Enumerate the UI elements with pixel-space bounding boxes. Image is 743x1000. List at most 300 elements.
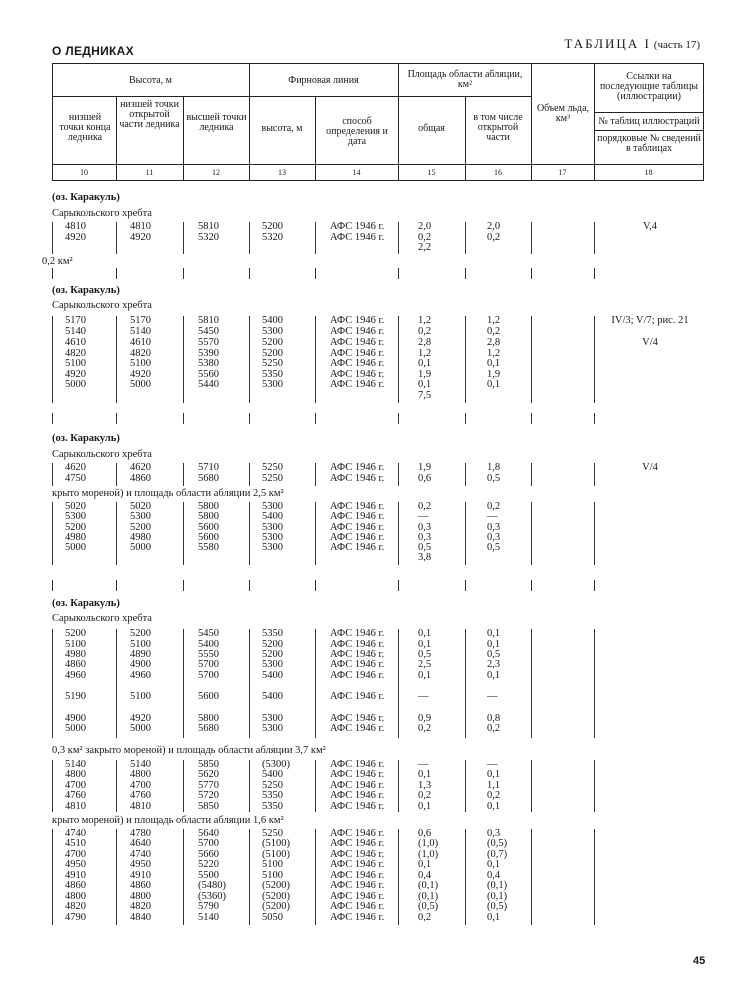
cell-c15: —	[418, 759, 429, 770]
cell-c11: 4920	[130, 369, 151, 380]
cell-c15: 0,1	[418, 628, 432, 639]
cell-c13: 5250	[262, 358, 283, 369]
cell-c15: 1,9	[418, 462, 432, 473]
cell-c16: 0,1	[487, 379, 501, 390]
cell-c14: АФС 1946 г.	[330, 759, 385, 770]
cell-c11: 4620	[130, 462, 151, 473]
table-row	[0, 233, 743, 244]
cell-c16: —	[487, 691, 498, 702]
table-row	[0, 881, 743, 892]
table-row	[0, 902, 743, 913]
cell-c12: 5720	[198, 790, 219, 801]
cell-c11: 5170	[130, 315, 151, 326]
cell-c14: АФС 1946 г.	[330, 780, 385, 791]
cell-c11: 5200	[130, 522, 151, 533]
section-caption: Сарыкольского хребта	[52, 208, 152, 219]
cell-c18: V,4	[642, 221, 658, 232]
cell-c15: 0,3	[418, 532, 432, 543]
cell-c16: 0,1	[487, 912, 501, 923]
cell-c13: 5250	[262, 828, 283, 839]
header-col-12: высшей точки ледника	[186, 112, 247, 133]
section-caption: (оз. Каракуль)	[52, 598, 120, 609]
cell-c16: 0,2	[487, 723, 501, 734]
table-row	[0, 671, 743, 682]
table-row	[0, 692, 743, 703]
cell-c12: 5600	[198, 522, 219, 533]
cell-c12: 5680	[198, 723, 219, 734]
cell-c14: АФС 1946 г.	[330, 501, 385, 512]
col-number: 15	[427, 168, 436, 177]
cell-c16: (0,5)	[487, 901, 508, 912]
cell-c16: 0,2	[487, 501, 501, 512]
cell-c14: АФС 1946 г.	[330, 769, 385, 780]
cell-c13: 5400	[262, 670, 283, 681]
cell-c14: АФС 1946 г.	[330, 358, 385, 369]
cell-c10: 4980	[65, 649, 86, 660]
cell-c10: 5100	[65, 639, 86, 650]
cell-c11: 4610	[130, 337, 151, 348]
cell-c15: (0,1)	[418, 891, 439, 902]
cell-c13: 5300	[262, 532, 283, 543]
header-col-14: способ определения и дата	[326, 116, 388, 147]
cell-c13: 5350	[262, 628, 283, 639]
cell-c10: 4920	[65, 232, 86, 243]
cell-c13: 5400	[262, 511, 283, 522]
column-rule-tick	[465, 580, 466, 591]
cell-c11: 4800	[130, 769, 151, 780]
column-rule-tick	[116, 580, 117, 591]
cell-c11: 4740	[130, 849, 151, 860]
column-rule-tick	[531, 580, 532, 591]
cell-c15: (1,0)	[418, 838, 439, 849]
cell-c14: АФС 1946 г.	[330, 462, 385, 473]
table-row	[0, 327, 743, 338]
cell-c16: (0,7)	[487, 849, 508, 860]
cell-c16: 0,2	[487, 232, 501, 243]
cell-c11: 4920	[130, 713, 151, 724]
cell-c12: 5850	[198, 801, 219, 812]
cell-c13: 5350	[262, 790, 283, 801]
col-number: 16	[494, 168, 502, 177]
cell-c10: 4510	[65, 838, 86, 849]
cell-c10: 4980	[65, 532, 86, 543]
column-rule-tick	[249, 580, 250, 591]
cell-c13: 5300	[262, 326, 283, 337]
cell-c13: 5300	[262, 542, 283, 553]
cell-c13: 5200	[262, 221, 283, 232]
section-caption: (оз. Каракуль)	[52, 192, 120, 203]
cell-c10: 4910	[65, 870, 86, 881]
cell-c12: 5220	[198, 859, 219, 870]
cell-c11: 4840	[130, 912, 151, 923]
cell-c16: (0,5)	[487, 838, 508, 849]
cell-c11: 5300	[130, 511, 151, 522]
cell-c11: 4860	[130, 880, 151, 891]
cell-c11: 4900	[130, 659, 151, 670]
cell-c10: 4620	[65, 462, 86, 473]
cell-c14: АФС 1946 г.	[330, 670, 385, 681]
cell-c13: 5300	[262, 522, 283, 533]
cell-c14: АФС 1946 г.	[330, 326, 385, 337]
cell-c12: 5710	[198, 462, 219, 473]
column-rule-tick	[594, 580, 595, 591]
cell-c11: 4960	[130, 670, 151, 681]
cell-c14: АФС 1946 г.	[330, 532, 385, 543]
cell-c10: 4900	[65, 713, 86, 724]
cell-c13: 5300	[262, 379, 283, 390]
cell-c12: 5550	[198, 649, 219, 660]
table-row	[0, 512, 743, 523]
cell-c13: (5200)	[262, 901, 290, 912]
table-title-part: (часть 17)	[653, 39, 700, 51]
cell-c10: 4860	[65, 880, 86, 891]
cell-c12: 5600	[198, 532, 219, 543]
cell-c10: 5200	[65, 522, 86, 533]
table-row	[0, 791, 743, 802]
cell-c14: АФС 1946 г.	[330, 880, 385, 891]
page-section-title: О ЛЕДНИКАХ	[52, 44, 134, 58]
cell-c13: 5100	[262, 870, 283, 881]
cell-c14: АФС 1946 г.	[330, 912, 385, 923]
table-row	[0, 474, 743, 485]
cell-c10: 4700	[65, 780, 86, 791]
cell-c15: 0,9	[418, 713, 432, 724]
col-number: 11	[145, 168, 154, 177]
cell-c11: 4890	[130, 649, 151, 660]
column-rule-tick	[531, 413, 532, 424]
cell-c16: 0,3	[487, 532, 501, 543]
cell-c15: 2,5	[418, 659, 432, 670]
cell-c15: (0,1)	[418, 880, 439, 891]
cell-c12: 5770	[198, 780, 219, 791]
cell-c12: 5620	[198, 769, 219, 780]
cell-c12: 5700	[198, 670, 219, 681]
cell-c14: АФС 1946 г.	[330, 849, 385, 860]
cell-c16: 0,2	[487, 326, 501, 337]
cell-c14: АФС 1946 г.	[330, 828, 385, 839]
header-col-13: высота, м	[261, 123, 303, 134]
cell-c15: 0,2	[418, 790, 432, 801]
cell-c13: 5350	[262, 369, 283, 380]
cell-c14: АФС 1946 г.	[330, 542, 385, 553]
cell-c15: 0,4	[418, 870, 432, 881]
section-caption: 0,2 км²	[42, 256, 73, 267]
section-caption: 0,3 км² закрыто мореной) и площадь области абляции 3,7 км²	[52, 745, 326, 756]
cell-c12: 5810	[198, 315, 219, 326]
cell-c16: 0,2	[487, 790, 501, 801]
cell-c11: 4780	[130, 828, 151, 839]
cell-c11: 5140	[130, 759, 151, 770]
cell-c11: 5000	[130, 723, 151, 734]
cell-c18: IV/3; V/7; рис. 21	[611, 315, 689, 326]
table-row	[0, 913, 743, 924]
column-rule-tick	[315, 268, 316, 279]
cell-c13: 5300	[262, 713, 283, 724]
cell-c15: 0,6	[418, 473, 432, 484]
table-row	[0, 463, 743, 474]
cell-c11: 5100	[130, 358, 151, 369]
cell-c11: 4640	[130, 838, 151, 849]
cell-c16: 0,1	[487, 358, 501, 369]
cell-c13: 5300	[262, 501, 283, 512]
cell-c16: 1,1	[487, 780, 501, 791]
table-row	[0, 338, 743, 349]
cell-c15: 0,2	[418, 326, 432, 337]
cell-c11: 4760	[130, 790, 151, 801]
table-row	[0, 860, 743, 871]
cell-c10: 4960	[65, 670, 86, 681]
cell-c15: 0,2	[418, 912, 432, 923]
cell-c12: 5790	[198, 901, 219, 912]
cell-c12: 5660	[198, 849, 219, 860]
header-col-18a: № таблиц иллюстраций	[598, 116, 700, 127]
column-rule-tick	[531, 268, 532, 279]
cell-c11: 4810	[130, 801, 151, 812]
cell-c11: 4920	[130, 232, 151, 243]
column-rule-tick	[52, 268, 53, 279]
cell-c15: 0,1	[418, 769, 432, 780]
table-row	[0, 391, 743, 402]
cell-c12: (5360)	[198, 891, 226, 902]
cell-c13: 5300	[262, 659, 283, 670]
cell-c10: 5140	[65, 326, 86, 337]
cell-c15: 0,1	[418, 670, 432, 681]
cell-c10: 4790	[65, 912, 86, 923]
column-rule-tick	[594, 268, 595, 279]
cell-c14: АФС 1946 г.	[330, 723, 385, 734]
cell-c15: 0,2	[418, 232, 432, 243]
header-col-15: общая	[418, 123, 445, 134]
table-row	[0, 543, 743, 554]
cell-c10: 5140	[65, 759, 86, 770]
cell-c13: (5100)	[262, 849, 290, 860]
column-rule-tick	[116, 413, 117, 424]
cell-c10: 5000	[65, 542, 86, 553]
cell-c15: 3,8	[418, 552, 432, 563]
cell-c14: АФС 1946 г.	[330, 522, 385, 533]
cell-c13: 5350	[262, 801, 283, 812]
cell-c14: АФС 1946 г.	[330, 659, 385, 670]
table-title	[564, 36, 700, 52]
header-col-18b: порядковые № сведений в таблицах	[597, 133, 701, 154]
col-number: 12	[212, 168, 220, 177]
cell-c15: 0,2	[418, 723, 432, 734]
column-rule-tick	[465, 268, 466, 279]
cell-c16: 1,9	[487, 369, 501, 380]
table-row	[0, 724, 743, 735]
cell-c11: 4800	[130, 891, 151, 902]
cell-c14: АФС 1946 г.	[330, 511, 385, 522]
cell-c13: 5300	[262, 723, 283, 734]
cell-c12: 5700	[198, 659, 219, 670]
cell-c10: 4820	[65, 901, 86, 912]
cell-c10: 4920	[65, 369, 86, 380]
cell-c15: (1,0)	[418, 849, 439, 860]
cell-c13: (5300)	[262, 759, 290, 770]
cell-c14: АФС 1946 г.	[330, 315, 385, 326]
cell-c11: 5200	[130, 628, 151, 639]
cell-c11: 4950	[130, 859, 151, 870]
cell-c12: 5800	[198, 511, 219, 522]
cell-c13: 5100	[262, 859, 283, 870]
cell-c15: 1,9	[418, 369, 432, 380]
cell-c16: 1,2	[487, 348, 501, 359]
cell-c13: (5200)	[262, 891, 290, 902]
cell-c14: АФС 1946 г.	[330, 859, 385, 870]
header-col-17: Объем льда, км³	[536, 103, 590, 124]
col-number: 10	[80, 168, 88, 177]
table-row	[0, 802, 743, 813]
column-rule-tick	[398, 580, 399, 591]
cell-c11: 4980	[130, 532, 151, 543]
cell-c10: 4800	[65, 769, 86, 780]
cell-c11: 5020	[130, 501, 151, 512]
cell-c16: 0,4	[487, 870, 501, 881]
cell-c15: 1,3	[418, 780, 432, 791]
cell-c12: 5450	[198, 628, 219, 639]
column-rule-tick	[183, 268, 184, 279]
cell-c16: 0,5	[487, 649, 501, 660]
cell-c10: 4700	[65, 849, 86, 860]
cell-c16: 2,0	[487, 221, 501, 232]
cell-c10: 4950	[65, 859, 86, 870]
page-number: 45	[693, 955, 706, 967]
cell-c16: (0,1)	[487, 891, 508, 902]
cell-c16: 2,8	[487, 337, 501, 348]
cell-c16: 0,5	[487, 542, 501, 553]
cell-c14: АФС 1946 г.	[330, 891, 385, 902]
cell-c15: 0,5	[418, 649, 432, 660]
cell-c12: 5570	[198, 337, 219, 348]
table-row	[0, 629, 743, 640]
cell-c13: 5400	[262, 769, 283, 780]
cell-c14: АФС 1946 г.	[330, 649, 385, 660]
cell-c15: 2,2	[418, 242, 432, 253]
cell-c13: 5400	[262, 315, 283, 326]
cell-c18: V/4	[642, 462, 658, 473]
col-number: 14	[352, 168, 361, 177]
column-rule-tick	[315, 580, 316, 591]
section-caption: (оз. Каракуль)	[52, 433, 120, 444]
cell-c13: 5400	[262, 691, 283, 702]
cell-c12: 5320	[198, 232, 219, 243]
cell-c12: 5700	[198, 838, 219, 849]
cell-c13: (5200)	[262, 880, 290, 891]
cell-c12: 5560	[198, 369, 219, 380]
cell-c15: 7,5	[418, 390, 432, 401]
cell-c15: 0,1	[418, 358, 432, 369]
cell-c16: 0,5	[487, 473, 501, 484]
cell-c15: 0,3	[418, 522, 432, 533]
cell-c15: 0,1	[418, 801, 432, 812]
cell-c15: 1,2	[418, 348, 432, 359]
column-rule-tick	[52, 580, 53, 591]
cell-c10: 4810	[65, 801, 86, 812]
table-row	[0, 243, 743, 254]
cell-c11: 5100	[130, 639, 151, 650]
cell-c15: 0,1	[418, 639, 432, 650]
table-row	[0, 839, 743, 850]
cell-c10: 4860	[65, 659, 86, 670]
cell-c12: 5140	[198, 912, 219, 923]
cell-c10: 5200	[65, 628, 86, 639]
cell-c15: 0,5	[418, 542, 432, 553]
cell-c15: 0,6	[418, 828, 432, 839]
cell-c12: 5850	[198, 759, 219, 770]
cell-c14: АФС 1946 г.	[330, 790, 385, 801]
cell-c16: (0,1)	[487, 880, 508, 891]
column-rule-tick	[183, 413, 184, 424]
cell-c10: 5020	[65, 501, 86, 512]
cell-c12: 5400	[198, 639, 219, 650]
cell-c16: 0,1	[487, 670, 501, 681]
cell-c10: 5190	[65, 691, 86, 702]
column-rule-tick	[249, 268, 250, 279]
cell-c13: 5200	[262, 639, 283, 650]
cell-c13: 5250	[262, 473, 283, 484]
cell-c15: 0,1	[418, 379, 432, 390]
table-title-main: ТАБЛИЦА I	[564, 36, 651, 51]
column-rule-tick	[315, 413, 316, 424]
cell-c13: 5250	[262, 462, 283, 473]
cell-c14: АФС 1946 г.	[330, 801, 385, 812]
cell-c16: 0,1	[487, 859, 501, 870]
table-row	[0, 770, 743, 781]
header-height-group: Высота, м	[129, 75, 172, 86]
cell-c10: 5100	[65, 358, 86, 369]
cell-c12: 5450	[198, 326, 219, 337]
cell-c12: (5480)	[198, 880, 226, 891]
cell-c14: АФС 1946 г.	[330, 221, 385, 232]
section-caption: Сарыкольского хребта	[52, 449, 152, 460]
cell-c10: 5000	[65, 379, 86, 390]
table-row	[0, 222, 743, 233]
column-rule-tick	[52, 413, 53, 424]
cell-c15: 0,2	[418, 501, 432, 512]
cell-c16: 0,1	[487, 769, 501, 780]
cell-c10: 4820	[65, 348, 86, 359]
cell-c11: 5140	[130, 326, 151, 337]
cell-c14: АФС 1946 г.	[330, 348, 385, 359]
column-rule-tick	[249, 413, 250, 424]
cell-c15: 2,8	[418, 337, 432, 348]
col-number: 13	[278, 168, 286, 177]
cell-c14: АФС 1946 г.	[330, 379, 385, 390]
cell-c10: 4810	[65, 221, 86, 232]
cell-c12: 5800	[198, 501, 219, 512]
cell-c10: 4750	[65, 473, 86, 484]
cell-c12: 5440	[198, 379, 219, 390]
cell-c13: 5320	[262, 232, 283, 243]
cell-c14: АФС 1946 г.	[330, 628, 385, 639]
cell-c12: 5380	[198, 358, 219, 369]
cell-c16: 0,3	[487, 522, 501, 533]
section-caption: крыто мореной) и площадь области абляции 1,6 км²	[52, 815, 284, 826]
header-col-16: в том числе открытой части	[473, 112, 523, 143]
cell-c15: 1,2	[418, 315, 432, 326]
cell-c16: 2,3	[487, 659, 501, 670]
cell-c13: 5200	[262, 649, 283, 660]
col-number: 18	[644, 168, 653, 177]
cell-c10: 4760	[65, 790, 86, 801]
cell-c11: 4860	[130, 473, 151, 484]
cell-c12: 5580	[198, 542, 219, 553]
cell-c11: 4910	[130, 870, 151, 881]
cell-c11: 5000	[130, 542, 151, 553]
cell-c13: (5100)	[262, 838, 290, 849]
cell-c11: 4820	[130, 901, 151, 912]
cell-c10: 4610	[65, 337, 86, 348]
